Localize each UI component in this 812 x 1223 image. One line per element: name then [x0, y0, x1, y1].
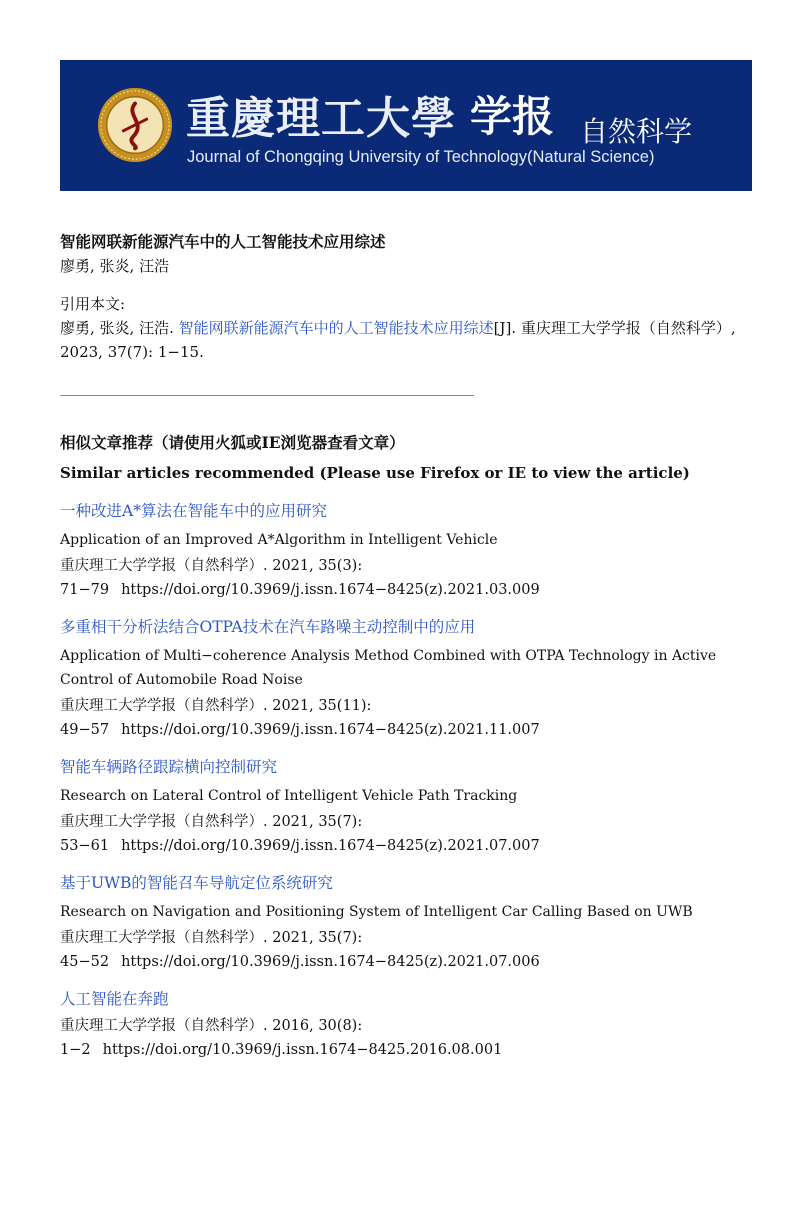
source-text: 重庆理工大学学报（自然科学）. 2021, 35(3): 71−79 — [60, 558, 363, 598]
article-info — [60, 230, 752, 364]
similar-article-title-link[interactable]: 多重相干分析法结合OTPA技术在汽车路噪主动控制中的应用 — [60, 618, 476, 636]
doi-text: https://doi.org/10.3969/j.issn.1674−8425.2016.08.001 — [102, 1042, 503, 1058]
similar-article — [60, 754, 752, 858]
journal-word: 学报 — [470, 92, 555, 141]
similar-articles — [60, 430, 752, 1062]
source-text: 重庆理工大学学报（自然科学）. 2016, 30(8): 1−2 — [60, 1018, 363, 1058]
journal-subtitle: 自然科学 — [580, 115, 693, 148]
source-text: 重庆理工大学学报（自然科学）. 2021, 35(7): 45−52 — [60, 930, 363, 970]
similar-article-title-link[interactable]: 基于UWB的智能召车导航定位系统研究 — [60, 874, 333, 892]
similar-article-title-link[interactable]: 一种改进A*算法在智能车中的应用研究 — [60, 502, 327, 520]
similar-article-english-title: Research on Lateral Control of Intelligent Vehicle Path Tracking — [60, 788, 518, 804]
similar-article — [60, 870, 752, 974]
similar-heading-en: Similar articles recommended (Please use Firefox or IE to view the article) — [60, 464, 690, 482]
similar-article-source — [60, 554, 752, 602]
journal-banner — [60, 60, 752, 191]
citation-title-link[interactable]: 智能网联新能源汽车中的人工智能技术应用综述 — [178, 319, 494, 337]
similar-article — [60, 986, 752, 1062]
similar-article-source — [60, 1014, 752, 1062]
similar-article-english-title: Application of Multi−coherence Analysis Method Combined with OTPA Technology in Active Control of Automobile Road Noise — [60, 648, 717, 688]
citation-label: 引用本文: — [60, 295, 126, 313]
citation-suffix: [J]. 重庆理工大学学报（自然科学）, 2023, 37(7): 1−15. — [60, 319, 736, 361]
university-name: 重慶理工大學 — [186, 93, 456, 144]
similar-article-source — [60, 926, 752, 974]
section-divider — [60, 395, 474, 396]
source-text: 重庆理工大学学报（自然科学）. 2021, 35(7): 53−61 — [60, 814, 363, 854]
similar-article-english-title: Research on Navigation and Positioning System of Intelligent Car Calling Based on UWB — [60, 904, 693, 920]
university-seal-icon — [96, 86, 174, 164]
doi-text: https://doi.org/10.3969/j.issn.1674−8425(z).2021.07.006 — [121, 954, 540, 970]
similar-heading-zh: 相似文章推荐（请使用火狐或IE浏览器查看文章） — [60, 433, 405, 452]
similar-article-source — [60, 694, 752, 742]
similar-article-title-link[interactable]: 智能车辆路径跟踪横向控制研究 — [60, 758, 278, 776]
similar-article — [60, 614, 752, 742]
similar-article — [60, 498, 752, 602]
similar-article-source — [60, 810, 752, 858]
doi-text: https://doi.org/10.3969/j.issn.1674−8425(z).2021.07.007 — [121, 838, 540, 854]
similar-article-title-link[interactable]: 人工智能在奔跑 — [60, 990, 169, 1008]
doi-text: https://doi.org/10.3969/j.issn.1674−8425(z).2021.03.009 — [121, 582, 540, 598]
citation — [60, 316, 752, 364]
article-title: 智能网联新能源汽车中的人工智能技术应用综述 — [60, 232, 386, 251]
article-authors: 廖勇, 张炎, 汪浩 — [60, 257, 170, 275]
journal-english-name: Journal of Chongqing University of Technology(Natural Science) — [187, 148, 655, 166]
similar-article-english-title: Application of an Improved A*Algorithm in Intelligent Vehicle — [60, 532, 498, 548]
doi-text: https://doi.org/10.3969/j.issn.1674−8425(z).2021.11.007 — [121, 722, 540, 738]
citation-prefix: 廖勇, 张炎, 汪浩. — [60, 319, 179, 337]
source-text: 重庆理工大学学报（自然科学）. 2021, 35(11): 49−57 — [60, 698, 372, 738]
